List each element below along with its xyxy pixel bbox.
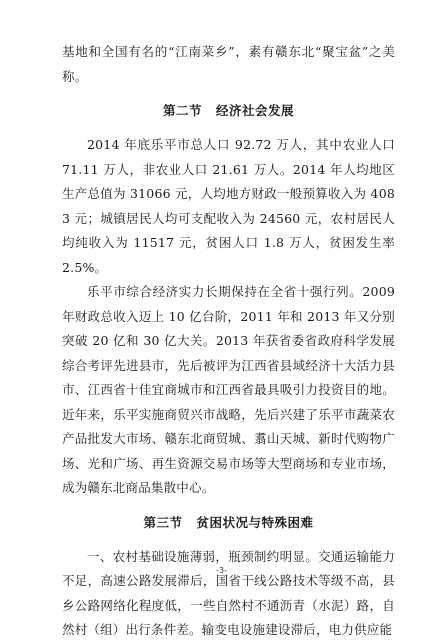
- paragraph-economy: 乐平市综合经济实力长期保持在全省十强行列。2009 年财政总收入迈上 10 亿台阶，2011 年和 2013 年又分别突破 20 亿和 30 亿大关。2013 年获省委省政府科学发展综合考评先进县市，先后被评为江西省县域经济十大活力县市、江西省十佳宜商城市和江西省最具吸引力投资目的地。近年来，乐平实施商贸兴市战略，先后兴建了乐平市蔬菜农产品批发大市场、赣东北商贸城、翥山天城、新时代购物广场、光和广场、再生资源交易市场等大型商场和专业市场，成为赣东北商品集散中心。: [62, 284, 395, 495]
- section-number: 第二节: [162, 103, 202, 118]
- section-heading-economy: [62, 101, 395, 121]
- paragraph-population: 2014 年底乐平市总人口 92.72 万人，其中农业人口 71.11 万人，非农业人口 21.61 万人。2014 年人均地区生产总值为 31066 元，人均地方财政一般预算收入为 4083 元；城镇居民人均可支配收入为 24560 元，农村居民人均纯收入为 11517 元，贫困人口 1.8 万人，贫困发生率 2.5%。: [62, 137, 395, 275]
- section-heading-poverty: [62, 513, 395, 533]
- page-number: -3-: [216, 566, 227, 575]
- paragraph-infrastructure: 一、农村基础设施薄弱，瓶颈制约明显。交通运输能力不足，高速公路发展滞后，国省干线公路技术等级不高，县乡公路网络化程度低，一些自然村不通沥青（水泥）路，自然村（组）出行条件差。输变电设施建设滞后，电力供应能: [62, 548, 395, 637]
- section-number: 第三节: [143, 514, 183, 530]
- section-title: 经济社会发展: [216, 103, 295, 118]
- intro-paragraph: 基地和全国有名的“江南菜乡”，素有赣东北“聚宝盆”之美称。: [62, 44, 395, 84]
- section-title: 贫困状况与特殊困难: [196, 514, 314, 530]
